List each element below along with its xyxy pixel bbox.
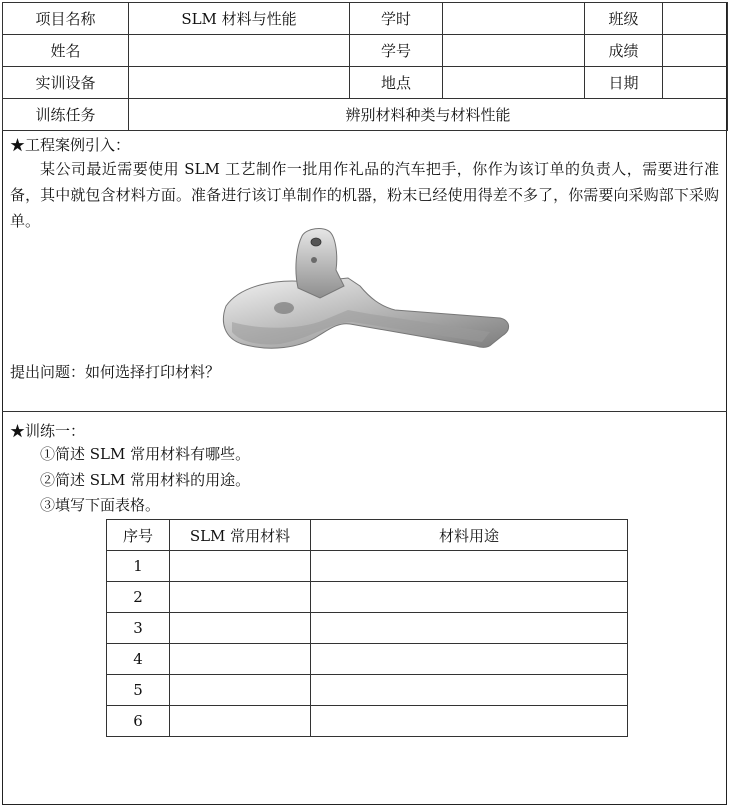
table-row [107,613,628,644]
material-cell[interactable] [170,706,311,737]
student-id-value[interactable] [443,35,585,67]
name-label: 姓名 [3,35,129,67]
usage-cell[interactable] [311,582,628,613]
col-header-usage: 材料用途 [311,520,628,551]
header-row-project [3,3,728,35]
row-index: 2 [107,582,170,613]
equipment-value[interactable] [129,67,350,99]
usage-cell[interactable] [311,644,628,675]
header-row-equipment [3,67,728,99]
table-row [107,706,628,737]
usage-cell[interactable] [311,613,628,644]
case-intro-paragraph: 某公司最近需要使用 SLM 工艺制作一批用作礼品的汽车把手，你作为该订单的负责人，需要进行准备，其中就包含材料方面。准备进行该订单制作的机器，粉末已经使用得差不多了，你需要向采购部下采购单。 [10,160,719,230]
hours-label: 学时 [350,3,443,35]
usage-cell[interactable] [311,706,628,737]
header-row-task [3,99,728,131]
material-cell[interactable] [170,613,311,644]
row-index: 6 [107,706,170,737]
usage-cell[interactable] [311,675,628,706]
table-header-row [107,520,628,551]
class-label: 班级 [585,3,663,35]
location-label: 地点 [350,67,443,99]
car-handle-image [220,226,515,356]
row-index: 3 [107,613,170,644]
material-cell[interactable] [170,551,311,582]
col-header-index: 序号 [107,520,170,551]
grade-value[interactable] [663,35,728,67]
equipment-label: 实训设备 [3,67,129,99]
task-value: 辨别材料种类与材料性能 [129,99,728,131]
name-value[interactable] [129,35,350,67]
training-item-3: ③填写下面表格。 [40,496,161,514]
row-index: 5 [107,675,170,706]
material-cell[interactable] [170,582,311,613]
usage-cell[interactable] [311,551,628,582]
date-value[interactable] [663,67,728,99]
class-value[interactable] [663,3,728,35]
material-cell[interactable] [170,644,311,675]
header-row-name [3,35,728,67]
table-row [107,644,628,675]
student-id-label: 学号 [350,35,443,67]
material-cell[interactable] [170,675,311,706]
row-index: 4 [107,644,170,675]
case-intro-question: 提出问题：如何选择打印材料？ [10,363,221,381]
row-index: 1 [107,551,170,582]
table-row [107,551,628,582]
location-value[interactable] [443,67,585,99]
case-intro-section [2,131,727,412]
task-label: 训练任务 [3,99,129,131]
project-name-value[interactable]: SLM 材料与性能 [129,3,350,35]
training-item-1: ①简述 SLM 常用材料有哪些。 [40,445,251,463]
header-table [2,2,728,131]
materials-table [106,519,628,737]
grade-label: 成绩 [585,35,663,67]
training-heading: ★训练一： [10,422,86,440]
project-name-label: 项目名称 [3,3,129,35]
hours-value[interactable] [443,3,585,35]
training-item-2: ②简述 SLM 常用材料的用途。 [40,471,251,489]
date-label: 日期 [585,67,663,99]
table-row [107,582,628,613]
col-header-material: SLM 常用材料 [170,520,311,551]
table-row [107,675,628,706]
case-intro-heading: ★工程案例引入： [10,136,131,154]
